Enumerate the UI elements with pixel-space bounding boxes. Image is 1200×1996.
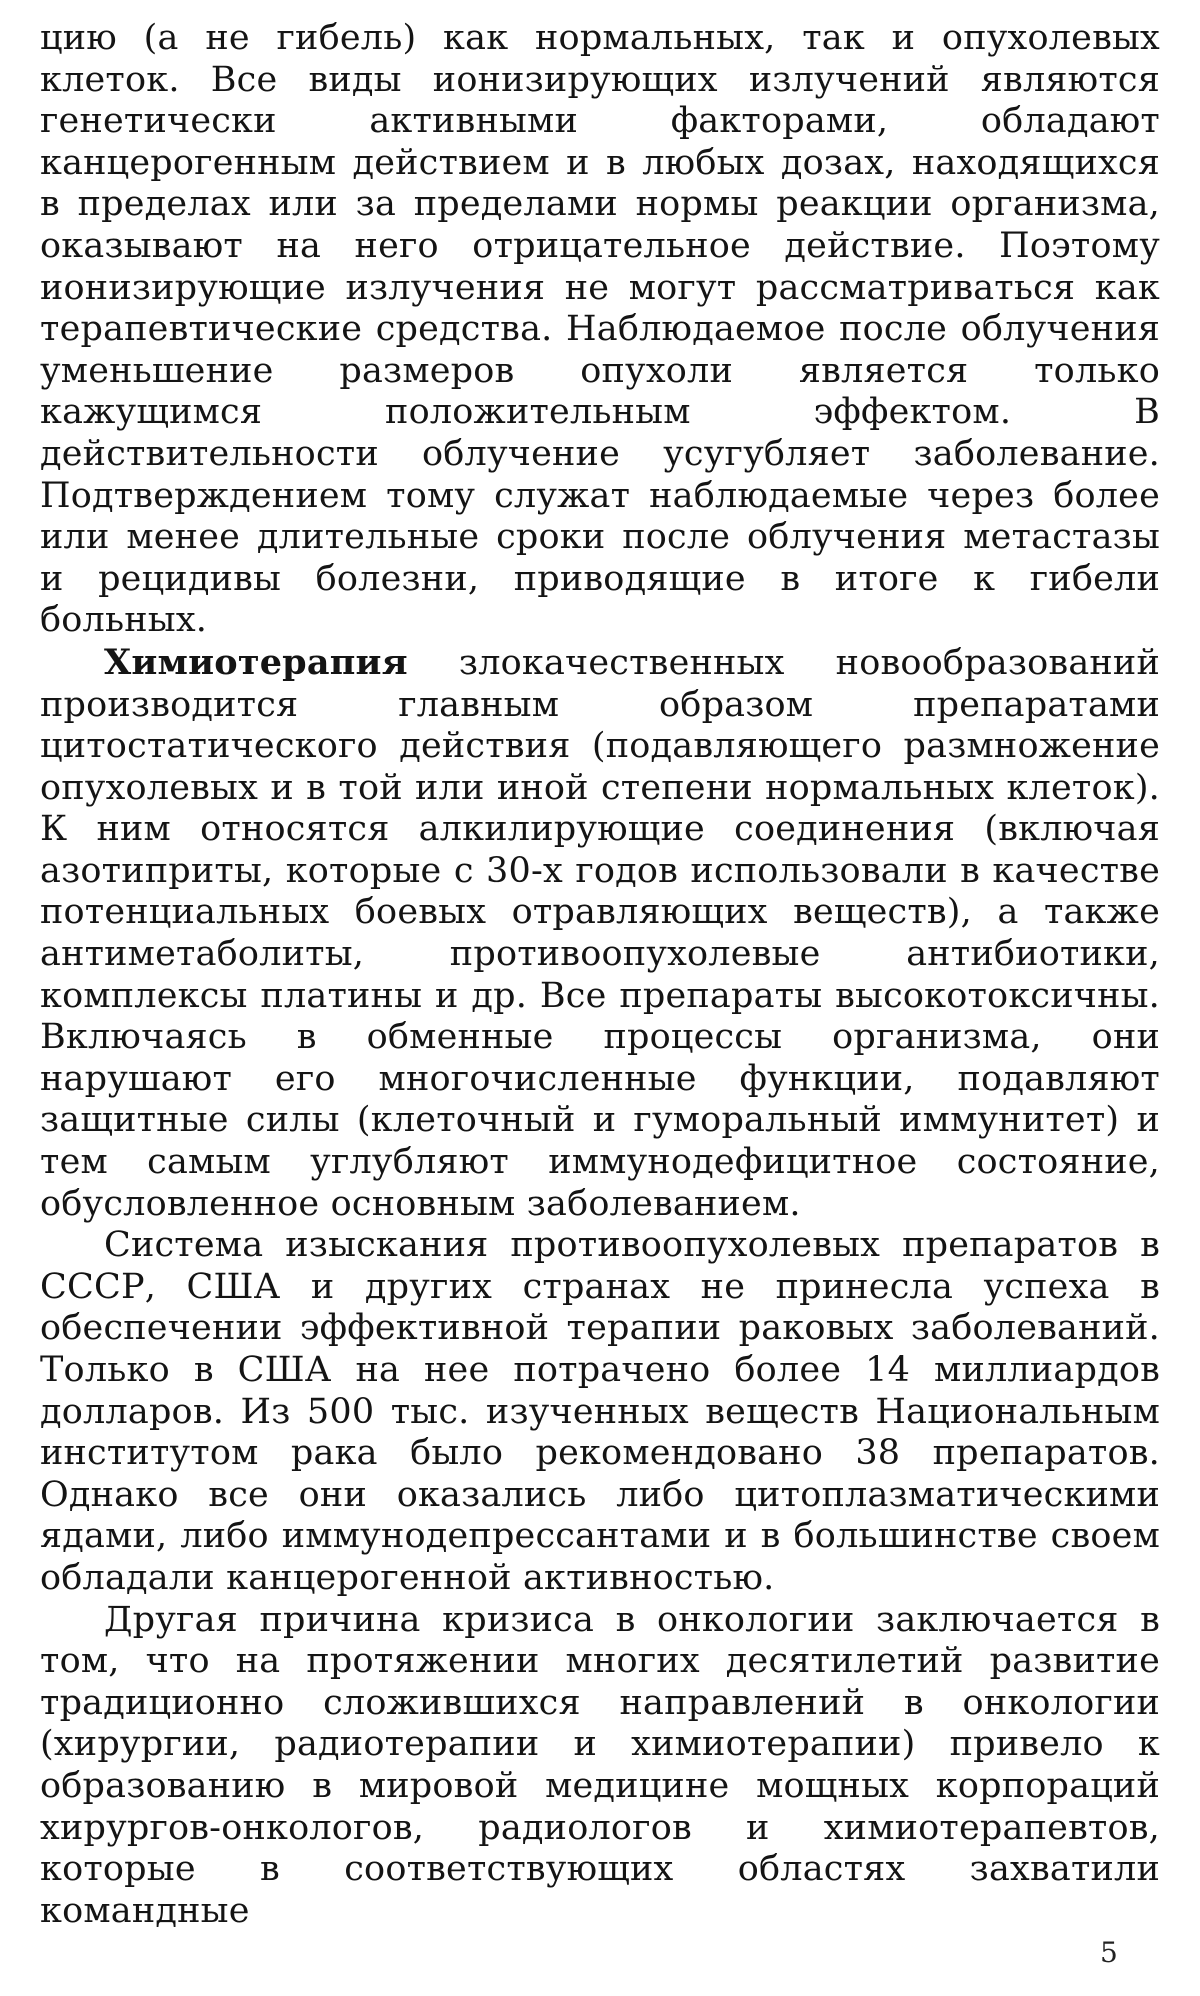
chemotherapy-term: Химиотерапия — [104, 641, 408, 683]
paragraph-crisis — [40, 1600, 1160, 1933]
body-text — [40, 18, 1160, 1932]
paragraph-text: цию (а не гибель) как нормальных, так и опухолевых клеток. Все виды ионизирующих излучений являются генетически активными факторами, обладают канцерогенным действием и в любых дозах, находящихся в пределах или за пределами нормы реакции организма, оказывают на него отрицательное действие. Поэтому ионизирующие излучения не могут рассматриваться как терапевтические средства. Наблюдаемое после облучения уменьшение размеров опухоли является только кажущимся положительным эффектом. В действительности облучение усугубляет заболевание. Подтверждением тому служат наблюдаемые через более или менее длительные сроки после облучения метастазы и рецидивы болезни, приводящие в итоге к гибели больных. — [40, 18, 1160, 641]
paragraph-text: Система изыскания противоопухолевых препаратов в СССР, США и других странах не принесла успеха в обеспечении эффективной терапии раковых заболеваний. Только в США на нее потрачено более 14 миллиардов долларов. Из 500 тыс. изученных веществ Национальным институтом рака было рекомендовано 38 препаратов. Однако все они оказались либо цитоплазматическими ядами, либо иммунодепрессантами и в большинстве своем обладали канцерогенной активностью. — [40, 1225, 1160, 1598]
paragraph-text: злокачественных новообразований производится главным образом препаратами цитостатического действия (подавляющего размножение опухолевых и в той или иной степени нормальных клеток). К ним относятся алкилирующие соединения (включая азотиприты, которые с 30-х годов использовали в качестве потенциальных боевых отравляющих веществ), а также антиметаболиты, противоопухолевые антибиотики, комплексы платины и др. Все препараты высокотоксичны. Включаясь в обменные процессы организма, они нарушают его многочисленные функции, подавляют защитные силы (клеточный и гуморальный иммунитет) и тем самым углубляют иммунодефицитное состояние, обусловленное основным заболеванием. — [40, 642, 1160, 1224]
page-number: 5 — [1100, 1936, 1118, 1969]
paragraph-drug-search — [40, 1225, 1160, 1599]
paragraph-chemotherapy — [40, 642, 1160, 1225]
paragraph-text: Другая причина кризиса в онкологии заключается в том, что на протяжении многих десятилетий развитие традиционно сложившихся направлений в онкологии (хирургии, радиотерапии и химиотерапии) привело к образованию в мировой медицине мощных корпораций хирургов-онкологов, радиологов и химиотерапевтов, которые в соответствующих областях захватили командные — [40, 1599, 1160, 1931]
paragraph-radiation — [40, 18, 1160, 642]
